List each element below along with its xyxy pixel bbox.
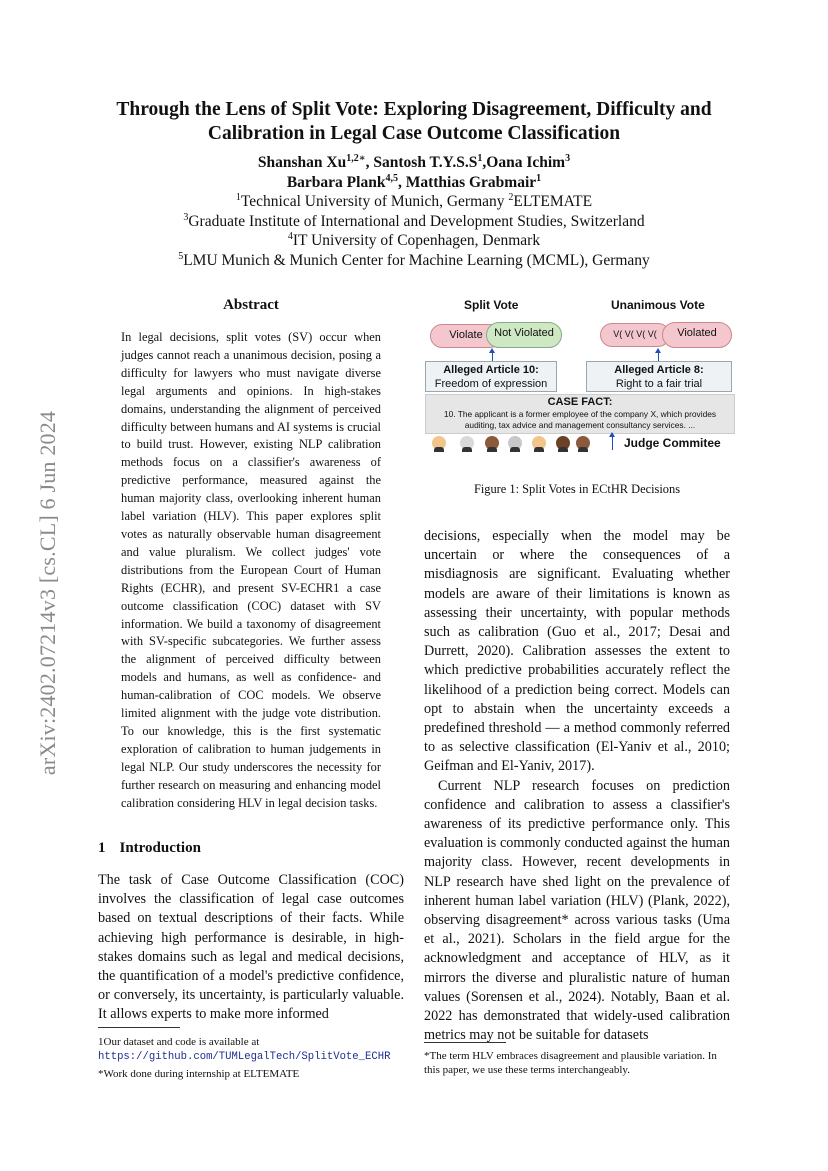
- judge-icon: [576, 436, 590, 450]
- abstract-text: In legal decisions, split votes (SV) occur when judges cannot reach a unanimous decision, posing a difficulty for lawyers who must navigate diverse legal arguments and opinions. In high-stakes domains, understanding the alignment of perceived difficulty between humans and AI systems is crucial to build trust. However, existing NLP calibration methods focus on a classifier's awareness of predictive performance, measured against the human majority class, overlooking inherent human label variation (HLV). This paper explores split votes as naturally observable human disagreement and value pluralism. We collect judges' vote distributions from the European Court of Human Rights (ECHR), and present SV-ECHR1 a case outcome classification (COC) dataset with SV information. We build a taxonomy of disagreement with SV-specific subcategories. We further assess the alignment of perceived difficulty between models and humans, as well as confidence- and human-calibration of COC models. We observe limited alignment with the judge vote distribution. To our knowledge, this is the first systematic exploration of calibration to human judgements in legal NLP. Our study underscores the necessity for further research on measuring and enhancing model calibration considering HLV in legal decision tasks.: [121, 330, 381, 810]
- footnote-rule: [98, 1027, 180, 1028]
- judge-icon: [432, 436, 446, 450]
- affiliation-4: $^5$LMU Munich & Munich Center for Machine Learning (MCML), Germany: [178, 250, 650, 269]
- figure-1: [424, 296, 736, 466]
- split-vote-heading: Split Vote: [464, 298, 519, 312]
- article-8-title: Alleged Article 8:: [614, 364, 704, 376]
- right-paragraph-1: decisions, especially when the model may be uncertain or where the consequences of a misdiagnosis are significant. Evaluating whether models are aware of their limitations is known as assessing their uncertainty, with popular methods such as calibration (Guo et al., 2017; Desai and Durrett, 2020). Calibration assesses the extent to which predictive probabilities accurately reflect the likelihood of a prediction being correct. Models can opt to abstain when the uncertainty exceeds a predefined threshold — a method commonly referred to as selective classification (El-Yaniv et al., 2010; Geifman and El-Yaniv, 2017).: [424, 528, 730, 775]
- judge-icon: [508, 436, 522, 450]
- author-block: [70, 153, 758, 270]
- affiliation-1: $^1$Technical University of Munich, Germany $^2$ELTEMATE: [235, 192, 593, 210]
- figure-caption: Figure 1: Split Votes in ECtHR Decisions: [473, 482, 681, 496]
- case-fact-text: 10. The applicant is a former employee of the company X, which provides auditing, tax advice and management consultancy services. ...: [443, 409, 717, 430]
- paper-title: Through the Lens of Split Vote: Exploring Disagreement, Difficulty and Calibration in Legal Case Outcome Classification: [116, 99, 712, 144]
- section-number: 1: [98, 840, 106, 856]
- footnote-1-text: 1Our dataset and code is available at: [98, 1036, 260, 1048]
- article-10-title: Alleged Article 10:: [443, 364, 539, 376]
- footnote-hlv: *The term HLV embraces disagreement and plausible variation. In this paper, we use these terms interchangeably.: [424, 1050, 717, 1076]
- case-fact-title: CASE FACT:: [547, 396, 613, 408]
- not-violated-cloud: Not Violated: [486, 322, 562, 348]
- authors-line-1: Shanshan $Xu^{1,2∗}$, Santosh $T.Y.S.S^1,Oana$ Ichim$^3$: [257, 153, 571, 171]
- judge-committee-label: Judge Commitee: [624, 436, 721, 450]
- judge-icon: [460, 436, 474, 450]
- violated-cloud-stack: V( V( V( V(: [600, 323, 670, 347]
- footnote-rule: [424, 1042, 506, 1043]
- footnote-1: [98, 1035, 404, 1064]
- authors-line-2: Barbara Plank$^{4,5}$, Matthias Grabmair$^1$: [286, 172, 542, 191]
- footnotes-right: [424, 1042, 730, 1077]
- affiliation-3: $^4$IT University of Copenhagen, Denmark: [287, 231, 541, 249]
- article-8-subtitle: Right to a fair trial: [615, 378, 703, 390]
- case-fact-box: [425, 394, 735, 434]
- footnotes-left: [98, 1027, 404, 1081]
- unanimous-vote-heading: Unanimous Vote: [611, 298, 705, 312]
- section-heading-introduction: [98, 840, 215, 857]
- affiliation-2: $^3$Graduate Institute of International and Development Studies, Switzerland: [183, 211, 645, 230]
- article-10-box: [425, 361, 557, 392]
- up-arrow-icon: [658, 352, 659, 361]
- dataset-link[interactable]: https://github.com/TUMLegalTech/SplitVote_ECHR: [98, 1051, 391, 1063]
- judge-icon: [556, 436, 570, 450]
- right-paragraph-2: Current NLP research focuses on prediction confidence and calibration to assess a classifier's awareness of its predictive performance only. This evaluation is commonly conducted against the human majority class. However, recent developments in NLP research have shed light on the prevalence of inherent human label variation (HLV) (Plank, 2022), observing disagreement* across various tasks (Uma et al., 2021). Scholars in the field argue for the acknowledgment and acceptance of HLV, as it mirrors the diverse and pluralistic nature of human values (Sorensen et al., 2024). Notably, Baan et al. 2022 has demonstrated that widely-used calibration metrics may not be suitable for datasets: [424, 777, 730, 1044]
- up-arrow-icon: [492, 352, 493, 361]
- right-column-text: [424, 527, 730, 1045]
- judge-icon: [485, 436, 499, 450]
- judge-icon: [532, 436, 546, 450]
- violated-cloud: Violate: [430, 324, 502, 348]
- article-10-subtitle: Freedom of expression: [434, 378, 548, 390]
- article-8-box: [586, 361, 732, 392]
- intro-paragraph: The task of Case Outcome Classification (COC) involves the classification of legal case outcomes based on textual descriptions of their facts. While achieving high performance is desirable, in high-stakes domains such as legal and medical decisions, the quantification of a model's predictive confidence, or conversely, its uncertainty, is particularly valuable. It allows experts to make more informed: [98, 872, 404, 1023]
- up-arrow-icon: [612, 436, 613, 450]
- footnote-2: *Work done during internship at ELTEMATE: [98, 1068, 300, 1080]
- arxiv-sidebar: arXiv:2402.07214v3 [cs.CL] 6 Jun 2024: [35, 410, 60, 776]
- abstract-heading: Abstract: [223, 297, 279, 313]
- violated-cloud-main: Violated: [662, 322, 732, 348]
- section-title: Introduction: [119, 840, 201, 856]
